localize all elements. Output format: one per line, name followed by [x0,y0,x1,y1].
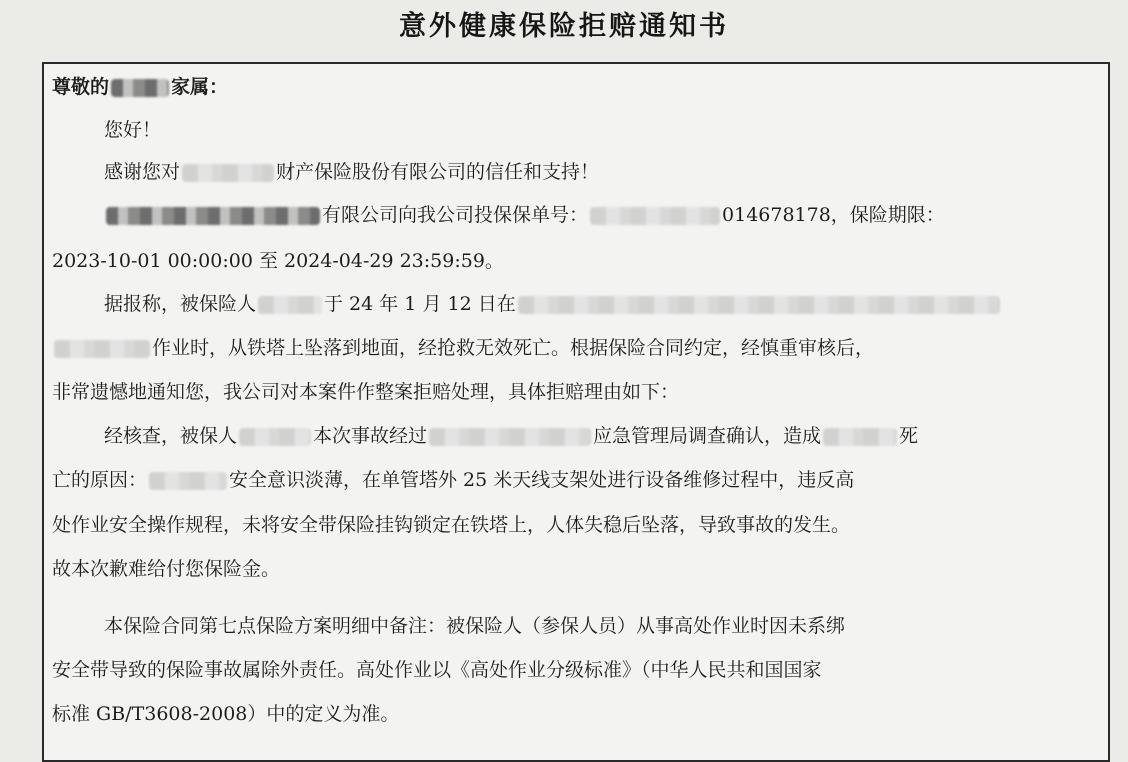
salutation-suffix: 家属： [171,76,229,98]
report-line-2-text: 作业时，从铁塔上坠落到地面，经抢救无效死亡。根据保险合同约定，经慎重审核后， [152,337,875,359]
redacted-name [111,79,169,97]
policy-line-1 [104,201,945,229]
redacted-company [182,164,274,182]
document-title: 意外健康保险拒赔通知书 [399,11,729,42]
report-line-1-b: 于 24 年 1 月 12 日在 [324,293,516,315]
redacted-insured-name-3 [823,428,897,446]
finding-line-2-a: 亡的原因： [52,469,148,491]
greeting: 您好！ [104,119,162,141]
report-line-3: 非常遗憾地通知您，我公司对本案件作整案拒赔处理，具体拒赔理由如下： [52,381,680,403]
finding-line-1-a: 经核查，被保人 [104,425,238,447]
clause-line-3: 标准 GB/T3608-2008）中的定义为准。 [52,703,400,725]
report-line-1-a: 据报称，被保险人 [104,293,257,315]
clause-line-2: 安全带导致的保险事故属除外责任。高处作业以《高处作业分级标准》（中华人民共和国国家 [52,659,822,681]
thanks-line [104,158,599,186]
policy-line-1-b: 014678178，保险期限： [722,204,945,226]
policy-line-2: 2023-10-01 00:00:00 至 2024-04-29 23:59:59。 [52,250,504,272]
policy-line-1-a: 有限公司向我公司投保保单号： [322,204,589,226]
thanks-suffix: 财产保险股份有限公司的信任和支持！ [276,161,600,183]
redacted-policyholder [106,207,320,225]
finding-line-1 [104,422,918,450]
redacted-insured-name-4 [149,472,227,490]
finding-line-2 [52,466,854,494]
redacted-work-place [54,340,150,358]
thanks-prefix: 感谢您对 [104,161,181,183]
finding-line-4: 故本次歉难给付您保险金。 [52,558,281,580]
redacted-location [518,296,1000,314]
report-line-2 [52,334,874,362]
finding-line-3: 处作业安全操作规程，未将安全带保险挂钩锁定在铁塔上，人体失稳后坠落，导致事故的发生。 [52,514,851,536]
finding-line-1-c: 应急管理局调查确认，造成 [593,425,822,447]
redacted-insured-name [258,296,322,314]
finding-line-1-d: 死 [899,425,919,447]
report-line-1 [104,290,1002,318]
redacted-insured-name-2 [239,428,311,446]
redacted-policy-number [590,207,720,225]
salutation-prefix: 尊敬的 [52,76,110,98]
finding-line-1-b: 本次事故经过 [313,425,428,447]
finding-line-2-b: 安全意识淡薄，在单管塔外 25 米天线支架处进行设备维修过程中，违反高 [229,469,855,491]
salutation [52,73,228,101]
redacted-agency [429,428,591,446]
clause-line-1: 本保险合同第七点保险方案明细中备注：被保险人（参保人员）从事高处作业时因未系绑 [104,615,846,637]
